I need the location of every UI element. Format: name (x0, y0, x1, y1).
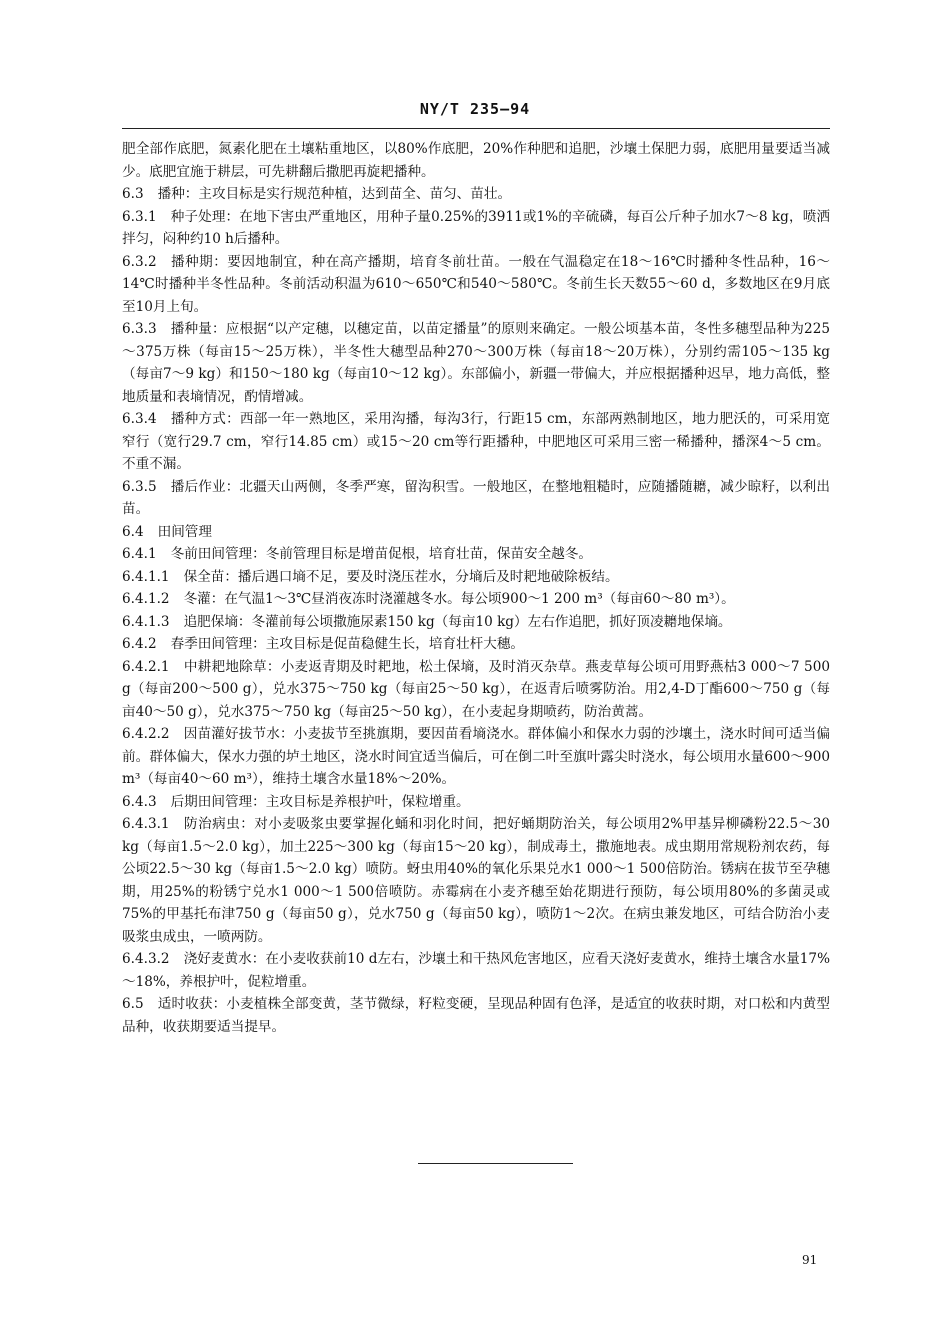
paragraph (122, 588, 830, 611)
paragraph-text: 追肥保墒：冬灌前每公顷撒施尿素150 kg（每亩10 kg）左右作追肥，抓好顶凌耱地保墒。 (183, 613, 732, 630)
paragraph (122, 138, 830, 183)
section-number: 6.3.3 (122, 321, 157, 337)
section-number: 6.4.2.2 (122, 726, 170, 742)
paragraph-text: 中耕耙地除草：小麦返青期及时耙地，松土保墒，及时消灭杂草。燕麦草每公顷可用野燕枯3 000～7 500 g（每亩200～500 g），兑水375～750 kg（每亩25～50 kg），在返青后喷雾防治。用2,4-D丁酯600～750 g（每亩40～50 g），兑水375～750 kg（每亩25～50 kg），在小麦起身期喷药，防治黄蒿。 (122, 658, 830, 720)
end-divider (418, 1163, 573, 1164)
paragraph-text: 保全苗：播后遇口墒不足，要及时浇压茬水，分墒后及时耙地破除板结。 (183, 568, 619, 585)
paragraph-text: 防治病虫：对小麦吸浆虫要掌握化蛹和羽化时间，把好蛹期防治关，每公顷用2%甲基异柳磷粉22.5～30 kg（每亩1.5～2.0 kg），加土225～300 kg（每亩15～20 kg），制成毒土，撒施地表。成虫期用常规粉剂农药，每公顷22.5～30 kg（每亩1.5～2.0 kg）喷防。蚜虫用40%的氧化乐果兑水1 000～1 500倍防治。锈病在拔节至孕穗期，用25%的粉锈宁兑水1 000～1 500倍喷防。赤霉病在小麦齐穗至始花期进行预防，每公顷用80%的多菌灵或75%的甲基托布津750 g（每亩50 g），兑水750 g（每亩50 kg），喷防1～2次。在病虫兼发地区，可结合防治小麦吸浆虫成虫，一喷两防。 (122, 816, 830, 945)
paragraph (122, 633, 830, 656)
section-number: 6.4.2.1 (122, 658, 170, 675)
section-number: 6.4.1.2 (122, 591, 170, 607)
paragraph-text: 适时收获：小麦植株全部变黄，茎节微绿，籽粒变硬，呈现品种固有色泽，是适宜的收获时期，对口松和内黄型品种，收获期要适当提早。 (122, 996, 830, 1035)
paragraph (122, 813, 830, 948)
paragraph-text: 冬前田间管理：冬前管理目标是增苗促根，培育壮苗，保苗安全越冬。 (170, 546, 592, 562)
paragraph-text: 播种期：要因地制宜，种在高产播期，培育冬前壮苗。一般在气温稳定在18～16℃时播种冬性品种，16～14℃时播种半冬性品种。冬前活动积温为610～650℃和540～580℃。冬前生长天数55～60 d，多数地区在9月底至10月上旬。 (122, 253, 830, 315)
page-header: NY/T 235—94 (419, 100, 531, 118)
section-number: 6.3 (122, 186, 144, 202)
paragraph-text: 肥全部作底肥，氮素化肥在土壤粘重地区，以80%作底肥，20%作种肥和追肥，沙壤土保肥力弱，底肥用量要适当减少。底肥宜施于耕层，可先耕翻后撒肥再旋耙播种。 (122, 141, 830, 180)
paragraph (122, 993, 830, 1038)
section-number: 6.4.1.3 (122, 613, 170, 630)
paragraph-text: 播种：主攻目标是实行规范种植，达到苗全、苗匀、苗壮。 (157, 186, 512, 202)
section-number: 6.3.2 (122, 253, 157, 270)
paragraph-text: 冬灌：在气温1～3℃昼消夜冻时浇灌越冬水。每公顷900～1 200 m³（每亩60～80 m³）。 (183, 591, 735, 607)
page-number: 91 (802, 1253, 818, 1267)
paragraph (122, 521, 830, 544)
header-divider (122, 128, 830, 129)
paragraph (122, 611, 830, 634)
paragraph-text: 因苗灌好拔节水：小麦拔节至挑旗期，要因苗看墒浇水。群体偏小和保水力弱的沙壤土，浇水时间可适当偏前。群体偏大，保水力强的垆土地区，浇水时间宜适当偏后，可在倒二叶至旗叶露尖时浇水，每公顷用水量600～900 m³（每亩40～60 m³），维持土壤含水量18%～20%。 (122, 726, 830, 787)
section-number: 6.3.4 (122, 411, 157, 427)
paragraph (122, 791, 830, 814)
paragraph-text: 春季田间管理：主攻目标是促苗稳健生长，培育壮杆大穗。 (170, 636, 525, 652)
paragraph-text: 浇好麦黄水：在小麦收获前10 d左右，沙壤土和干热风危害地区，应看天浇好麦黄水，维持土壤含水量17%～18%，养根护叶，促粒增重。 (122, 951, 830, 990)
section-number: 6.5 (122, 996, 144, 1012)
paragraph (122, 183, 830, 206)
paragraph-text: 播种方式：西部一年一熟地区，采用沟播，每沟3行，行距15 cm，东部两熟制地区，地力肥沃的，可采用宽窄行（宽行29.7 cm，窄行14.85 cm）或15～20 cm等行距播种，中肥地区可采用三密一稀播种，播深4～5 cm。不重不漏。 (122, 411, 830, 472)
paragraph (122, 566, 830, 589)
section-number: 6.4.3.1 (122, 816, 170, 832)
section-number: 6.3.1 (122, 208, 157, 225)
paragraph (122, 543, 830, 566)
paragraph (122, 656, 830, 724)
paragraph (122, 408, 830, 476)
paragraph (122, 476, 830, 521)
paragraph-text: 田间管理 (157, 523, 212, 540)
section-number: 6.3.5 (122, 478, 157, 495)
paragraph-text: 播后作业：北疆天山两侧，冬季严寒，留沟积雪。一般地区，在整地粗糙时，应随播随耱，减少晾籽，以利出苗。 (122, 478, 830, 517)
paragraph (122, 723, 830, 791)
document-body (122, 138, 830, 1038)
section-number: 6.4 (122, 523, 144, 540)
section-number: 6.4.3 (122, 793, 157, 810)
section-number: 6.4.2 (122, 636, 157, 652)
section-number: 6.4.1.1 (122, 568, 170, 585)
section-number: 6.4.1 (122, 546, 157, 562)
paragraph (122, 318, 830, 408)
paragraph-text: 播种量：应根据“以产定穗，以穗定苗，以苗定播量”的原则来确定。一般公顷基本苗，冬性多穗型品种为225～375万株（每亩15～25万株），半冬性大穗型品种270～300万株（每亩18～20万株），分别约需105～135 kg（每亩7～9 kg）和150～180 kg（每亩10～12 kg）。东部偏小，新疆一带偏大，并应根据播种迟早，地力高低，整地质量和表墒情况，酌情增减。 (122, 321, 830, 405)
paragraph (122, 206, 830, 251)
paragraph (122, 251, 830, 319)
paragraph (122, 948, 830, 993)
section-number: 6.4.3.2 (122, 951, 170, 967)
paragraph-text: 种子处理：在地下害虫严重地区，用种子量0.25%的3911或1%的辛硫磷，每百公斤种子加水7～8 kg，喷洒拌匀，闷种约10 h后播种。 (122, 208, 830, 247)
paragraph-text: 后期田间管理：主攻目标是养根护叶，保粒增重。 (170, 793, 470, 810)
